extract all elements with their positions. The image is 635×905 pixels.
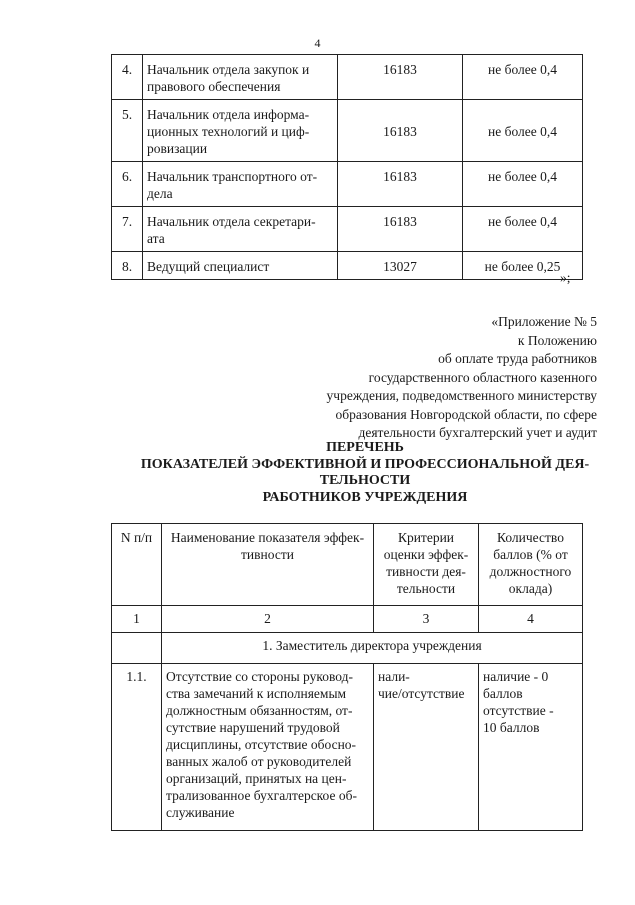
row-number: 8. xyxy=(112,252,143,280)
table-header-row xyxy=(112,524,583,606)
text-line: тивности xyxy=(241,547,294,562)
coefficient-value: не более 0,25 xyxy=(463,252,583,280)
text-line: 10 баллов xyxy=(483,720,540,735)
text-line: чие/отсутствие xyxy=(378,686,465,701)
appendix-header xyxy=(327,313,597,443)
closing-quote: »; xyxy=(560,270,571,285)
text-line: деятельности бухгалтерский учет и аудит xyxy=(358,425,597,440)
text-line: Начальник отдела закупок и xyxy=(147,62,310,77)
text-line: ванных жалоб от руководителей xyxy=(166,754,352,769)
text-line: N п/п xyxy=(120,530,153,545)
section-title: 1. Заместитель директора учреждения xyxy=(162,633,583,664)
text-line: об оплате труда работников xyxy=(438,351,597,366)
text-line: оценки эффек- xyxy=(383,547,469,562)
position-name xyxy=(143,207,338,252)
text-line: ПОКАЗАТЕЛЕЙ ЭФФЕКТИВНОЙ И ПРОФЕССИОНАЛЬНОЙ ДЕЯ- xyxy=(140,456,590,472)
text-line: оклада) xyxy=(508,581,553,596)
section-row xyxy=(112,633,583,664)
text-line: тельности xyxy=(396,581,456,596)
text-line: государственного областного казенного xyxy=(368,369,597,385)
text-line: служивание xyxy=(166,805,235,820)
text-line: Ведущий специалист xyxy=(147,259,270,274)
row-number: 7. xyxy=(112,207,143,252)
text-line: Начальник отдела секретари- xyxy=(147,214,316,229)
text-line: правового обеспечения xyxy=(147,79,281,94)
text-line: к Положению xyxy=(517,332,597,348)
salary-value: 16183 xyxy=(338,55,463,100)
text-line: баллов xyxy=(483,686,523,701)
text-line: нали- xyxy=(378,669,410,684)
table-row xyxy=(112,252,583,280)
text-line: ровизации xyxy=(147,141,208,156)
document-title xyxy=(110,440,620,506)
position-name xyxy=(143,55,338,100)
salary-value: 16183 xyxy=(338,100,463,162)
text-line: сутствие нарушений трудовой xyxy=(166,720,340,735)
column-number: 3 xyxy=(374,606,479,633)
empty-cell xyxy=(112,633,162,664)
table-row xyxy=(112,664,583,831)
row-number: 1.1. xyxy=(112,664,162,831)
coefficient-value: не более 0,4 xyxy=(463,162,583,207)
text-line: отсутствие - xyxy=(483,703,554,718)
salary-value: 16183 xyxy=(338,162,463,207)
position-name xyxy=(143,252,338,280)
text-line: Наименование показателя эффек- xyxy=(170,530,365,545)
text-line: Начальник отдела информа- xyxy=(147,107,310,122)
text-line: «Приложение № 5 xyxy=(491,314,597,329)
text-line: ства замечаний к исполняемым xyxy=(166,686,347,701)
header-cell xyxy=(374,524,479,606)
text-line: должностным обязанностям, от- xyxy=(166,703,353,718)
coefficient-value: не более 0,4 xyxy=(463,55,583,100)
position-name xyxy=(143,100,338,162)
text-line: ТЕЛЬНОСТИ xyxy=(319,473,411,488)
text-line: Количество xyxy=(497,530,564,545)
column-number: 1 xyxy=(112,606,162,633)
header-cell xyxy=(112,524,162,606)
table-row xyxy=(112,162,583,207)
text-line: ционных технологий и циф- xyxy=(147,124,310,139)
page-number: 4 xyxy=(314,36,321,50)
text-line: дела xyxy=(147,186,173,201)
text-line: баллов (% от xyxy=(493,547,568,562)
text-line: ата xyxy=(147,231,165,246)
text-line: ПЕРЕЧЕНЬ xyxy=(326,440,404,455)
table-row xyxy=(112,100,583,162)
header-cell xyxy=(162,524,374,606)
salary-value: 13027 xyxy=(338,252,463,280)
text-line: Критерии xyxy=(397,530,455,545)
coefficient-value: не более 0,4 xyxy=(463,100,583,162)
row-number: 4. xyxy=(112,55,143,100)
text-line: Отсутствие со стороны руковод- xyxy=(166,669,354,684)
indicators-table xyxy=(111,523,583,831)
table-row xyxy=(112,55,583,100)
points-cell xyxy=(479,664,583,831)
text-line: трализованное бухгалтерское об- xyxy=(166,788,357,803)
indicator-name xyxy=(162,664,374,831)
text-line: РАБОТНИКОВ УЧРЕЖДЕНИЯ xyxy=(262,489,468,505)
table-row xyxy=(112,207,583,252)
text-line: наличие - 0 xyxy=(483,669,549,684)
text-line: тивности дея- xyxy=(386,564,466,579)
header-cell xyxy=(479,524,583,606)
salary-value: 16183 xyxy=(338,207,463,252)
text-line: дисциплины, отсутствие обосно- xyxy=(166,737,357,752)
text-line: Начальник транспортного от- xyxy=(147,169,318,184)
column-number: 2 xyxy=(162,606,374,633)
coefficient-value: не более 0,4 xyxy=(463,207,583,252)
text-line: организаций, принятых на цен- xyxy=(166,771,347,786)
row-number: 6. xyxy=(112,162,143,207)
column-number-row xyxy=(112,606,583,633)
criteria-cell xyxy=(374,664,479,831)
text-line: должностного xyxy=(489,564,572,579)
positions-table xyxy=(111,54,583,280)
position-name xyxy=(143,162,338,207)
column-number: 4 xyxy=(479,606,583,633)
text-line: образования Новгородской области, по сфере xyxy=(335,406,597,422)
row-number: 5. xyxy=(112,100,143,162)
text-line: учреждения, подведомственного министерству xyxy=(326,388,597,403)
